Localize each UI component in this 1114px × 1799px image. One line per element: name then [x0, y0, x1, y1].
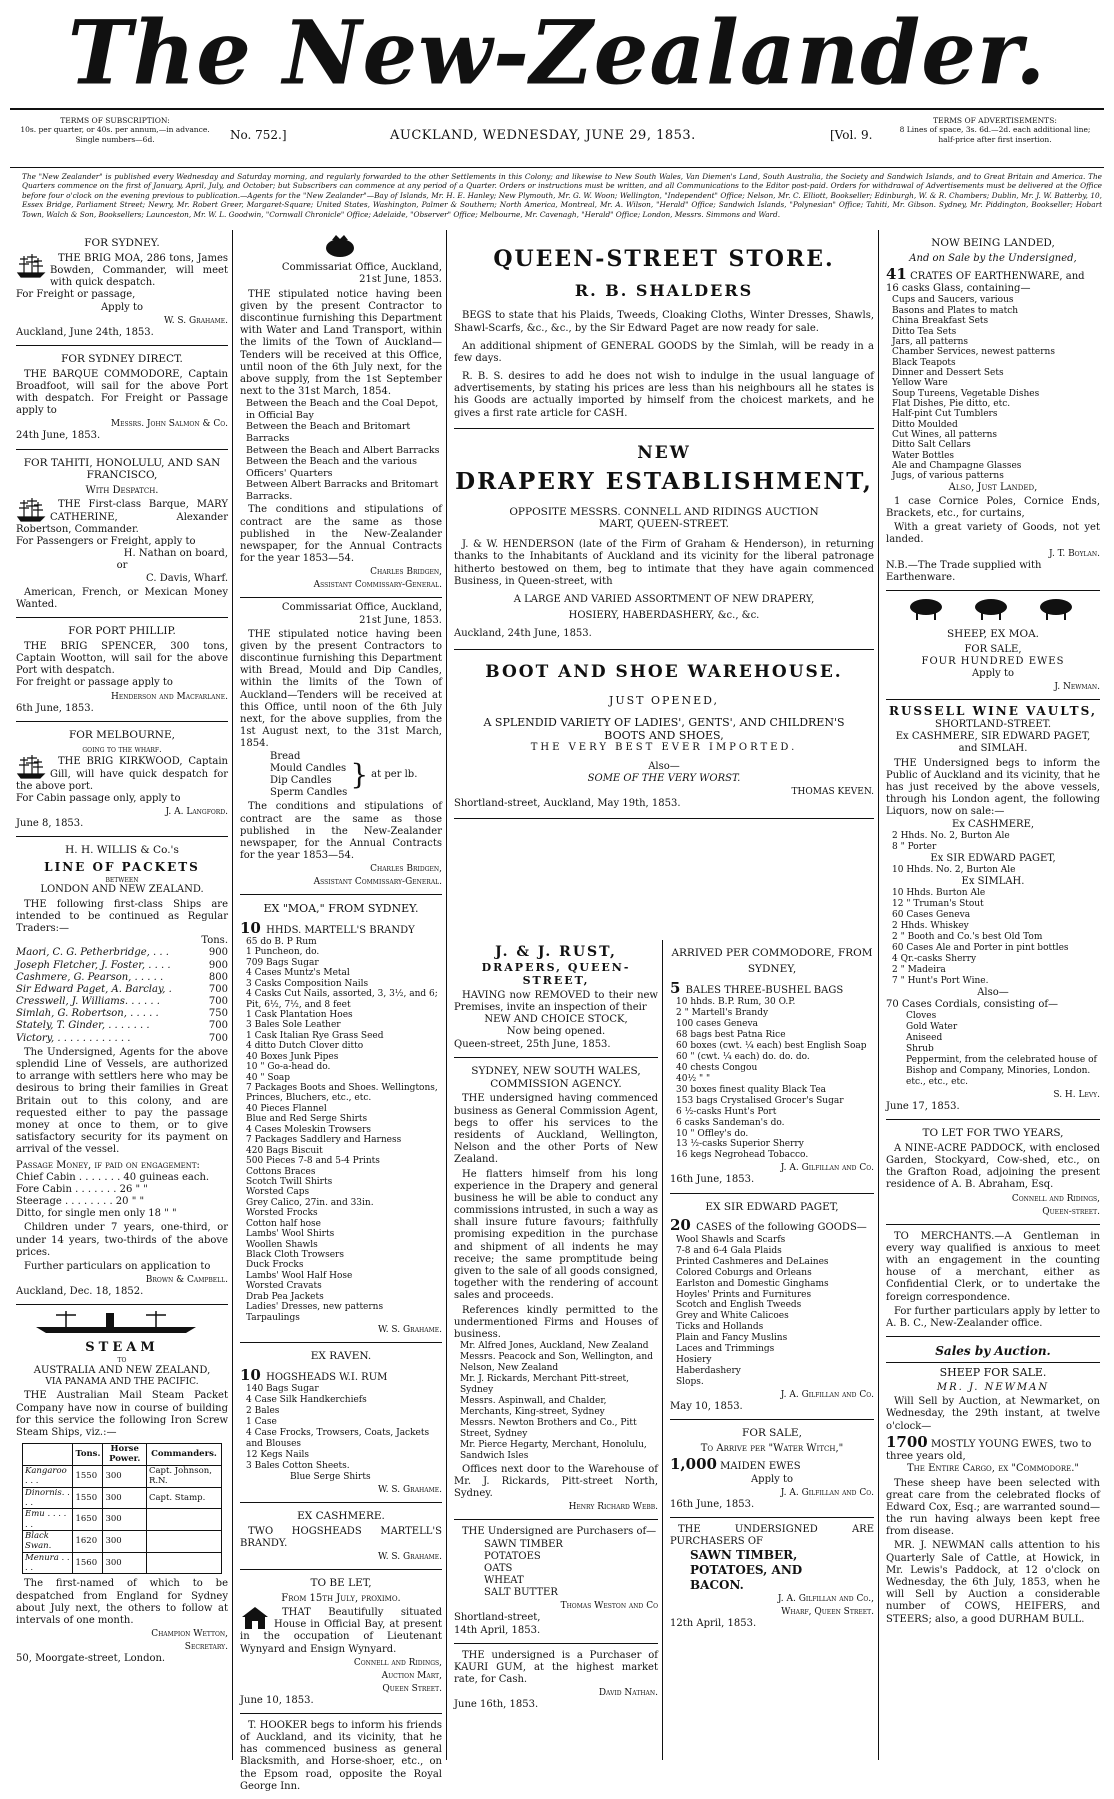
ship-name: Victory, . . . . . . . . . . . . — [16, 1032, 131, 1044]
list-item: 4 Case Frocks, Trowsers, Coats, Jackets and Blouses — [246, 1428, 430, 1449]
ship-icon — [16, 497, 46, 523]
ad-ex-cashmere: EX CASHMERE. TWO HOGSHEADS MARTELL'S BRANDY. W. S. Grahame. — [240, 1503, 442, 1570]
fare-row: Chief Cabin . . . . . . . 40 guineas each. — [16, 1171, 210, 1183]
list-item: Cloves — [906, 1011, 937, 1022]
ad-brig-moa: FOR SYDNEY. THE BRIG MOA, 286 tons, James Bowden, Commander, will meet with quick despatch. For Freight or passage, Apply to W. S. Grahame. Auckland, June 24th, 1853. — [16, 230, 228, 346]
house-icon — [240, 1605, 270, 1631]
list-item: 10 hhds. B.P. Rum, 30 O.P. — [676, 996, 796, 1007]
list-item: Worsted Caps — [246, 1187, 310, 1198]
ship-tons: 900 — [208, 947, 228, 959]
list-item: Woollen Shawls — [246, 1239, 318, 1250]
list-item: Ladies' Dresses, new patterns — [246, 1302, 384, 1313]
list-item: Bread — [270, 750, 301, 762]
column-2 — [236, 230, 446, 1792]
list-item: Half-pint Cut Tumblers — [892, 409, 998, 420]
list-item: POTATOES, AND — [690, 1563, 803, 1578]
list-item: Jars, all patterns — [892, 336, 969, 347]
list-item: 7 Packages Boots and Shoes. Wellingtons, Princes, Bluchers, etc., etc. — [246, 1083, 438, 1104]
list-item: Black Teapots — [892, 357, 956, 368]
list-item: Ale and Champagne Glasses — [892, 460, 1022, 471]
list-item: 40 " Soap — [246, 1072, 291, 1083]
list-item: 100 cases Geneva — [676, 1018, 758, 1029]
ad-hooker: T. HOOKER begs to inform his friends of Auckland, and its vicinity, that he has commenced business as general Blacksmith, and Horse-shoer, etc., on the Epsom road, opposite the Royal George Inn. — [240, 1719, 442, 1792]
list-item: 3 Bales Cotton Sheets. — [246, 1460, 350, 1471]
ship-row — [16, 1008, 228, 1020]
list-item: Between the Beach and the Coal Depot, in Official Bay — [246, 398, 439, 421]
list-item: Between Albert Barracks and Britomart Barracks. — [246, 479, 439, 502]
ship-tons: 700 — [208, 1020, 228, 1032]
list-item: 60 Cases Ale and Porter in pint bottles — [892, 942, 1069, 953]
list-item: 12 " Truman's Stout — [892, 899, 984, 910]
goods-list — [886, 295, 1100, 481]
ship-name: Joseph Fletcher, J. Foster, . . . . — [16, 959, 171, 971]
list-item: Aniseed — [906, 1033, 943, 1044]
publication-notice: The "New Zealander" is published every Wednesday and Saturday morning, and regularly forwarded to the other Settlements in this Colony; and likewise to New South Wales, Van Diemen's Land, South Australia, the Society and Sandwich Islands, and to Great Britain and America. The Quarters commence on the first of January, April, July, and October; but Subscribers can commence at any period of a Quarter. Orders or instructions must be written, and all Communications to the Editor post-paid. Orders for withdrawal of Advertisements must be delivered at the Office before four o'clock on the evening previous to publication.—Agents for the "New Zealander"—Bay of Islands, Mr. H. E. Hanley; New Plymouth, Mr. G. W. Woon; Wellington, "Independent" Office; Nelson, Mr. C. Elliott, Bookseller; Edinburgh, W. & R. Chambers; Dublin, Mr. J. W. Batterby, 10, Essex Bridge, Parliament Street; Newry, Mr. Robert Greer, Margaret-Square; United States, Washington, Palmer & Southern; North America, Montreal, Mr. A. Wilson, "Herald" Office; Sandwich Islands, "Polynesian" Office; Tahiti, Mr. Gibson. Sydney, Mr. Piddington, Bookseller; Hobart Town, Walch & Son, Booksellers; Launceston, Mr. W. L. Goodwin, "Cornwall Chronicle" Office; Adelaide, "Observer" Office; Melbourne, Mr. Cavenagh, "Herald" Office; London, Messrs. Simmons and Ward. — [22, 172, 1102, 219]
list-item: Yellow Ware — [892, 378, 948, 389]
ad-to-be-let: TO BE LET, From 15th July, proximo. THAT Beautifully situated House in Official Bay, at present in the occupation of Lieutenant Wynyard and Ensign Wynyard. Connell and Ridings, Auction Mart, Queen Street. June 10, 1853. — [240, 1570, 442, 1714]
list-item: 40 Pieces Flannel — [246, 1103, 327, 1114]
list-item: 60 boxes (cwt. ¼ each) best English Soap — [676, 1040, 867, 1051]
list-item: 7 Packages Saddlery and Harness — [246, 1135, 402, 1146]
list-item: BACON. — [690, 1577, 744, 1592]
list-item: Scotch Twill Shirts — [246, 1176, 333, 1187]
ad-commissariat-water: Commissariat Office, Auckland, 21st June, 1853. THE stipulated notice having been given by the present Contractor to discontinue furnishing this Department with Water and Land Transport, within the limits of the Town of Auckland—Tenders will be received at this Office, until noon of the 6th July next, for the above supply, from the 1st September next to the 31st March, 1854. Between the Beach and the Coal Depot, in Official Bay Between the Beach and Britomart Barracks Between the Beach and Albert Barracks Between the Beach and the various Officers' Quarters Between Albert Barracks and Britomart Barracks. The conditions and stipulations of contract are the same as those published in the New-Zealander newspaper, for the Annual Contracts for the year 1853—54. Charles Bridgen, Assistant Commissary-General. — [240, 230, 442, 598]
purchase-items — [454, 1539, 658, 1600]
list-item: 65 do B. P Rum — [246, 936, 317, 947]
table-cell: Dinornis. . . . — [23, 1487, 73, 1509]
list-item: SALT BUTTER — [484, 1587, 558, 1599]
list-item: Water Bottles — [892, 450, 955, 461]
list-item: Earlston and Domestic Ginghams — [676, 1278, 829, 1289]
list-item: Dip Candles — [270, 774, 332, 786]
list-item: Messrs. Newton Brothers and Co., Pitt Street, Sydney — [460, 1417, 637, 1439]
ad-earthenware: NOW BEING LANDED, And on Sale by the Undersigned, 41 CRATES OF EARTHENWARE, and 16 casks Glass, containing— Cups and Saucers, various Basons and Plates to match China Breakfast Sets Ditto Tea Sets Jars, all patterns Chamber Services, newest patterns Black Teapots Dinner and Dessert Sets Yellow Ware Soup Tureens, Vegetable Dishes Flat Dishes, Pie ditto, etc. Half-pint Cut Tumblers Ditto Moulded Cut Wines, all patterns Ditto Salt Cellars Water Bottles Ale and Champagne Glasses Jugs, of various patterns Also, Just Landed, 1 case Cornice Poles, Cornice Ends, Brackets, etc., for curtains, With a great variety of Goods, not yet landed. J. T. Boylan. N.B.—The Trade supplied with Earthenware. — [886, 230, 1100, 591]
ship-tons: 700 — [208, 983, 228, 995]
advertisement-terms: TERMS OF ADVERTISEMENTS: 8 Lines of space, 3s. 6d.—2d. each additional line; half-price after first insertion. — [899, 116, 1091, 144]
ad-boot-shoe: BOOT AND SHOE WAREHOUSE. JUST OPENED, A SPLENDID VARIETY OF LADIES', GENTS', AND CHILDREN'S BOOTS AND SHOES, THE VERY BEST EVER IMPORTED. Also— SOME OF THE VERY WORST. THOMAS KEVEN. Shortland-street, Auckland, May 19th, 1853. — [454, 650, 874, 820]
list-item: Wool Shawls and Scarfs — [676, 1234, 786, 1245]
table-row — [23, 1509, 222, 1531]
table-cell: 300 — [103, 1487, 147, 1509]
list-item: Cotton half hose — [246, 1218, 322, 1229]
ad-queen-street-store: QUEEN-STREET STORE. R. B. SHALDERS BEGS to state that his Plaids, Tweeds, Cloaking Cloths, Winter Dresses, Shawls, Shawl-Scarfs, &c., &c., by the Sir Edward Paget are now ready for sale. An additional shipment of GENERAL GOODS by the Simlah, will be ready in a few days. R. B. S. desires to add he does not wish to indulge in the usual language of advertisements, by stating his prices are less than his neighbours all he states is his Goods are actually imported by himself from the choicest markets, and he gives a first rate article for CASH. — [454, 230, 874, 429]
ad-russell-wine-vaults: RUSSELL WINE VAULTS, SHORTLAND-STREET. Ex CASHMERE, SIR EDWARD PAGET, and SIMLAH. THE Undersigned begs to inform the Public of Auckland and its vicinity, that he has just received by the above vessels, through his London agent, the following Liquors, now on sale:— Ex CASHMERE, 2 Hhds. No. 2, Burton Ale 8 " Porter Ex SIR EDWARD PAGET, 10 Hhds. No. 2, Burton Ale Ex SIMLAH. 10 Hhds. Burton Ale 12 " Truman's Stout 60 Cases Geneva 2 Hhds. Whiskey 2 " Booth and Co.'s best Old Tom 60 Cases Ale and Porter in pint bottles 4 Qr.-casks Sherry 2 " Madeira 7 " Hunt's Port Wine. Also— 70 Cases Cordials, consisting of— Cloves Gold Water Aniseed Shrub Peppermint, from the celebrated house of Bishop and Company, Minories, London. etc., etc., etc. S. H. Levy. June 17, 1853. — [886, 700, 1100, 1120]
list-item: Grey and White Calicoes — [676, 1311, 789, 1322]
ship-tons: 700 — [208, 1032, 228, 1044]
fare-row: Fore Cabin . . . . . . . 26 " " — [16, 1183, 148, 1195]
table-cell: 300 — [103, 1530, 147, 1552]
list-item: 153 bags Crystalised Grocer's Sugar — [676, 1095, 844, 1106]
list-item: 68 bags best Patna Rice — [676, 1029, 786, 1040]
list-item: Jugs, of various patterns — [892, 471, 1004, 482]
newspaper-title: The New-Zealander. — [67, 1, 1047, 105]
list-item: 4 Qr.-casks Sherry — [892, 953, 977, 964]
dateline: AUCKLAND, WEDNESDAY, JUNE 29, 1853. — [390, 128, 696, 143]
list-item: Drab Pea Jackets — [246, 1291, 324, 1302]
ad-mary-catherine: FOR TAHITI, HONOLULU, AND SAN FRANCISCO, With Despatch. THE First-class Barque, MARY CATHERINE, Alexander Robertson, Commander. For Passengers or Freight, apply to H. Nathan on board, or C. Davis, Wharf. American, French, or Mexican Money Wanted. — [16, 450, 228, 618]
list-item: Cottons Braces — [246, 1166, 316, 1177]
list-item: 1 Case — [246, 1417, 277, 1428]
list-item: 2 " Booth and Co.'s best Old Tom — [892, 931, 1043, 942]
list-item: Ticks and Hollands — [676, 1322, 764, 1333]
column-rule — [662, 940, 663, 1760]
table-cell: Capt. Johnson, R.N. — [146, 1465, 221, 1487]
table-cell: Menura . . . . — [23, 1552, 73, 1574]
ad-barque-commodore: FOR SYDNEY DIRECT. THE BARQUE COMMODORE, Captain Broadfoot, will sail for the above Port with despatch. For Freight or Passage apply to Messrs. John Salmon & Co. 24th June, 1853. — [16, 346, 228, 450]
goods-list — [670, 997, 874, 1162]
list-item: 30 boxes finest quality Black Tea — [676, 1084, 827, 1095]
list-item: 4 Cases Moleskin Trowsers — [246, 1124, 372, 1135]
list-item: Flat Dishes, Pie ditto, etc. — [892, 398, 1011, 409]
liquor-list — [886, 831, 1100, 853]
list-item: Soup Tureens, Vegetable Dishes — [892, 388, 1040, 399]
list-item: Laces and Trimmings — [676, 1344, 775, 1355]
ship-name: Cashmere, G. Pearson, . . . . . — [16, 971, 164, 983]
list-item: Shrub — [906, 1044, 934, 1055]
list-item: Plain and Fancy Muslins — [676, 1333, 788, 1344]
table-cell: 1550 — [73, 1487, 103, 1509]
list-item: Messrs. Peacock and Son, Wellington, and Nelson, New Zealand — [460, 1352, 653, 1374]
list-item: 500 Pieces 7-8 and 5-4 Prints — [246, 1156, 380, 1167]
ad-kauri-gum: THE undersigned is a Purchaser of KAURI GUM, at the highest market rate, for Cash. David Nathan. June 16th, 1853. — [454, 1649, 658, 1711]
ad-weston-purchasers: THE Undersigned are Purchasers of— SAWN TIMBER POTATOES OATS WHEAT SALT BUTTER Thomas Weston and Co Shortland-street, 14th April, 1853. — [454, 1520, 658, 1643]
ad-steam: STEAM to AUSTRALIA AND NEW ZEALAND, VIA PANAMA AND THE PACIFIC. THE Australian Mail Steam Packet Company have now in course of building for this service the following Iron Screw Steam Ships, viz.:— Tons. Horse Power. Commanders. Kangaroo . . . 1550 300 Capt. Johnson, R.N. Dinornis. . . . 1550 300 Capt. Stamp. Emu . . . . . . 1650 300 Black Swan. 1620 300 Menura . . . . 1560 300 The first-named of which to be despatched from England for Sydney about July next, the others to follow at intervals of one month. Champion Wetton, Secretary. 50, Moorgate-street, London. — [16, 1305, 228, 1671]
list-item: 60 " (cwt. ¼ each) do. do. do. — [676, 1051, 810, 1062]
fare-row: Steerage . . . . . . . . 20 " " — [16, 1196, 145, 1208]
list-item: 2 " Madeira — [892, 964, 946, 975]
column-3a — [450, 940, 662, 1760]
list-item: Mr. Alfred Jones, Auckland, New Zealand — [460, 1341, 649, 1352]
table-row — [23, 1552, 222, 1574]
ad-ex-raven: EX RAVEN. 10 HOGSHEADS W.I. RUM 140 Bags Sugar 4 Case Silk Handkerchiefs 2 Bales 1 Case 4 Case Frocks, Trowsers, Coats, Jackets and Blouses 12 Kegs Nails 3 Bales Cotton Sheets. Blue Serge Shirts W. S. Grahame. — [240, 1343, 442, 1503]
ad-to-merchants: TO MERCHANTS.—A Gentleman in every way qualified is anxious to meet with an engagement in the counting house of a merchant, either as Confidential Clerk, or to undertake the foreign correspondence. For further particulars apply by letter to A. B. C., New-Zealander office. — [886, 1225, 1100, 1338]
ship-name: Sir Edward Paget, A. Barclay, . — [16, 983, 172, 995]
reference-list — [454, 1341, 658, 1462]
header-strip — [10, 108, 1104, 168]
list-item: Lambs' Wool Half Hose — [246, 1270, 353, 1281]
masthead — [0, 0, 1114, 108]
table-cell: 1560 — [73, 1552, 103, 1574]
list-item: 420 Bags Biscuit — [246, 1145, 323, 1156]
table-cell: Capt. Stamp. — [146, 1487, 221, 1509]
ship-tons: 750 — [208, 1008, 228, 1020]
list-item: 4 Cases Muntz's Metal — [246, 968, 350, 979]
list-item: 10 " Offley's do. — [676, 1128, 749, 1139]
fare-row: Ditto, for single men only 18 " " — [16, 1208, 177, 1220]
list-item: 8 " Porter — [892, 841, 937, 852]
table-cell: 300 — [103, 1465, 147, 1487]
ship-row — [16, 984, 228, 996]
goods-list — [240, 937, 442, 1323]
list-item: 40 Boxes Junk Pipes — [246, 1051, 339, 1062]
table-row — [23, 1465, 222, 1487]
steamship-table: Tons. Horse Power. Commanders. Kangaroo . . . 1550 300 Capt. Johnson, R.N. Dinornis. . . . 1550 300 Capt. Stamp. Emu . . . . . . 1650 300 Black Swan. 1620 300 Menura . . . . 1560 300 — [22, 1443, 222, 1574]
list-item: 40 chests Congou — [676, 1062, 758, 1073]
ad-to-let-paddock: TO LET FOR TWO YEARS, A NINE-ACRE PADDOCK, with enclosed Garden, Stockyard, Cow-shed, etc., on the Grafton Road, adjoining the present residence of A. B. Abraham, Esq. Connell and Ridings, Queen-street. — [886, 1120, 1100, 1224]
royal-arms-icon — [240, 234, 440, 258]
list-item: Scotch and English Tweeds — [676, 1300, 802, 1311]
fare-list — [16, 1172, 228, 1221]
steamship-icon — [16, 1309, 216, 1335]
list-item: 60 Cases Geneva — [892, 909, 971, 920]
cordial-list — [886, 1011, 1100, 1088]
list-item: Grey Calico, 27in. and 33in. — [246, 1197, 374, 1208]
list-item: Sperm Candles — [270, 787, 348, 799]
list-item: Blue and Red Serge Shirts — [246, 1114, 368, 1125]
list-item: Dinner and Dessert Sets — [892, 367, 1004, 378]
ship-row — [16, 1020, 228, 1032]
ship-row — [16, 960, 228, 972]
list-item: Mr. J. Rickards, Merchant Pitt-street, Sydney — [460, 1374, 629, 1396]
list-item: 3 Bales Sole Leather — [246, 1020, 341, 1031]
ship-tons: 700 — [208, 996, 228, 1008]
list-item: 2 " Martell's Brandy — [676, 1007, 769, 1018]
list-item: 1 Cask Plantation Hoes — [246, 1009, 353, 1020]
table-cell: 300 — [103, 1552, 147, 1574]
ad-sydney-commission: SYDNEY, NEW SOUTH WALES, COMMISSION AGENCY. THE undersigned having commenced business as General Commission Agent, begs to offer his services to the residents of Auckland, Wellington, Nelson and the other Ports of New Zealand. He flatters himself from his long experience in the Drapery and general business he will be able to conduct any commissions intrusted, in such a way as shall insure future favours; faithfully promising expedition in the purchase and shipment of all indents he may receive; the same promptitude being given to the sale of all goods consigned, together with the rendering of account sales and proceeds. References kindly permitted to the undermentioned Firms and Houses of business. Mr. Alfred Jones, Auckland, New Zealand Messrs. Peacock and Son, Wellington, and Nelson, New Zealand Mr. J. Rickards, Merchant Pitt-street, Sydney Messrs. Aspinwall, and Chalder, Merchants, King-street, Sydney Messrs. Newton Brothers and Co., Pitt Street, Sydney Mr. Pierce Hegarty, Merchant, Honolulu, Sandwich Isles Offices next door to the Warehouse of Mr. J. Rickards, Pitt-street North, Sydney. Henry Richard Webb. — [454, 1058, 658, 1521]
list-item: 10 " Go-a-head do. — [246, 1062, 331, 1073]
list-item: Gold Water — [906, 1022, 958, 1033]
liquor-list — [886, 865, 1100, 876]
table-cell — [146, 1530, 221, 1552]
list-item: 7-8 and 6-4 Gala Plaids — [676, 1245, 782, 1256]
list-item: Mr. Pierce Hegarty, Merchant, Honolulu, Sandwich Isles — [460, 1439, 647, 1461]
issue-number: No. 752.] — [230, 128, 287, 142]
column-rule — [232, 230, 233, 1760]
list-item: 2 Hhds. Whiskey — [892, 920, 969, 931]
ad-ex-moa: EX "MOA," FROM SYDNEY. 10 HHDS. MARTELL'S BRANDY 65 do B. P Rum 1 Puncheon, do. 709 Bags Sugar 4 Cases Muntz's Metal 3 Casks Composition Nails 4 Casks Cut Nails, assorted, 3, 3½, and 6; Pit, 6½, 7½, and 8 feet 1 Cask Plantation Hoes 3 Bales Sole Leather 1 Cask Italian Rye Grass Seed 4 ditto Dutch Clover ditto 40 Boxes Junk Pipes 10 " Go-a-head do. 40 " Soap 7 Packages Boots and Shoes. Wellingtons, Princes, Bluchers, etc., etc. 40 Pieces Flannel Blue and Red Serge Shirts 4 Cases Moleskin Trowsers 7 Packages Saddlery and Harness 420 Bags Biscuit 500 Pieces 7-8 and 5-4 Prints Cottons Braces Scotch Twill Shirts Worsted Caps Grey Calico, 27in. and 33in. Worsted Frocks Cotton half hose Lambs' Wool Shirts Woollen Shawls Black Cloth Trowsers Duck Frocks Lambs' Wool Half Hose Worsted Cravats Drab Pea Jackets Ladies' Dresses, new patterns Tarpaulings W. S. Grahame. — [240, 895, 442, 1343]
list-item: 3 Casks Composition Nails — [246, 978, 369, 989]
column-4 — [882, 230, 1104, 1760]
ship-row — [16, 996, 228, 1008]
list-item: 1 Cask Italian Rye Grass Seed — [246, 1030, 384, 1041]
list-item: 6 casks Sandeman's do. — [676, 1117, 785, 1128]
ship-name: Stately, T. Ginder, . . . . . . . — [16, 1020, 150, 1032]
ship-icon — [16, 253, 46, 279]
list-item: Tarpaulings — [246, 1312, 300, 1323]
table-cell: 1550 — [73, 1465, 103, 1487]
list-item: Between the Beach and Albert Barracks — [246, 444, 440, 456]
list-item: Haberdashery — [676, 1366, 741, 1377]
ad-timber-purchasers: THE UNDERSIGNED ARE PURCHASERS OF SAWN TIMBER, POTATOES, AND BACON. J. A. Gilfillan and Co., Wharf, Queen Street. 12th April, 1853. — [670, 1524, 874, 1630]
purchase-items — [670, 1548, 874, 1592]
bread-items — [270, 751, 347, 800]
list-item: Hoyles' Prints and Furnitures — [676, 1289, 812, 1300]
list-item: Worsted Frocks — [246, 1208, 318, 1219]
column-rule — [446, 230, 447, 1760]
list-item: 4 Casks Cut Nails, assorted, 3, 3½, and 6; Pit, 6½, 7½, and 8 feet — [246, 989, 438, 1010]
list-item: 40½ " " — [676, 1073, 711, 1084]
goods-list — [670, 1235, 874, 1389]
list-item: 10 Hhds. Burton Ale — [892, 888, 986, 899]
table-cell: 300 — [103, 1509, 147, 1531]
list-item: Peppermint, from the celebrated house of Bishop and Company, Minories, London. — [906, 1055, 1097, 1076]
list-item: 16 kegs Negrohead Tobacco. — [676, 1150, 809, 1161]
table-cell — [146, 1552, 221, 1574]
list-item: Basons and Plates to match — [892, 305, 1019, 316]
list-item: OATS — [484, 1562, 513, 1574]
list-item: Cut Wines, all patterns — [892, 429, 997, 440]
ship-tons: 800 — [208, 971, 228, 983]
ship-row — [16, 1033, 228, 1045]
list-item: WHEAT — [484, 1575, 524, 1587]
table-cell: 1650 — [73, 1509, 103, 1531]
route-list — [240, 398, 442, 502]
list-item: Between the Beach and the various Officers' Quarters — [246, 456, 418, 479]
table-cell — [146, 1509, 221, 1531]
column-1 — [12, 230, 232, 1760]
list-item: Mould Candles — [270, 762, 347, 774]
list-item: POTATOES — [484, 1550, 541, 1562]
list-item: SAWN TIMBER, — [690, 1548, 798, 1563]
list-item: Printed Cashmeres and DeLaines — [676, 1256, 829, 1267]
list-item: Cups and Saucers, various — [892, 295, 1014, 306]
list-item: Black Cloth Trowsers — [246, 1250, 344, 1261]
volume-number: [Vol. 9. — [830, 128, 873, 142]
list-item: 140 Bags Sugar — [246, 1384, 319, 1395]
list-item: 13 ½-casks Superior Sherry — [676, 1139, 804, 1150]
list-item: 709 Bags Sugar — [246, 957, 319, 968]
list-item: China Breakfast Sets — [892, 316, 989, 327]
list-item: Ditto Moulded — [892, 419, 958, 430]
list-item: Hosiery — [676, 1355, 712, 1366]
ad-sheep-ex-moa: SHEEP, EX MOA. FOR SALE, FOUR HUNDRED EWES Apply to J. Newman. — [886, 591, 1100, 701]
ad-ex-sir-edward-paget: EX SIR EDWARD PAGET, 20 CASES of the following GOODS— Wool Shawls and Scarfs 7-8 and 6-4 Gala Plaids Printed Cashmeres and DeLaines Colored Coburgs and Orleans Earlston and Domestic Ginghams Hoyles' Prints and Furnitures Scotch and English Tweeds Grey and White Calicoes Ticks and Hollands Plain and Fancy Muslins Laces and Trimmings Hosiery Haberdashery Slops. J. A. Gilfillan and Co. May 10, 1853. — [670, 1194, 874, 1421]
list-item: 2 Bales — [246, 1406, 280, 1417]
list-item: Messrs. Aspinwall, and Chalder, Merchants, King-street, Sydney — [460, 1396, 607, 1417]
ad-brig-kirkwood: FOR MELBOURNE, going to the wharf. THE BRIG KIRKWOOD, Captain Gill, will have quick despatch for the above port. For Cabin passage only, apply to J. A. Langford. June 8, 1853. — [16, 722, 228, 837]
ad-line-of-packets: H. H. WILLIS & Co.'s LINE OF PACKETS between LONDON AND NEW ZEALAND. THE following first-class Ships are intended to be continued as Regular Traders:— Tons. Maori, C. G. Petherbridge, . . . 900 Joseph Fletcher, J. Foster, . . . . 900 Cashmere, G. Pearson, . . . . . 800 Sir Edward Paget, A. Barclay, . 700 Cresswell, J. Williams. . . . . . 700 Simlah, G. Robertson, . . . . . 750 Stately, T. Ginder, . . . . . . . 700 Victory, . . . . . . . . . . . . 700 The Undersigned, Agents for the above splendid Line of Vessels, are authorized to arrange with settlers here who may be desirous to bring their families in Great Britain out to this colony, and are requested either to pay the passage money at once to them, or to give satisfactory security for its payment on arrival of the vessel. Passage Money, if paid on engagement: Chief Cabin . . . . . . . 40 guineas each. Fore Cabin . . . . . . . 26 " " Steerage . . . . . . . . 20 " " Ditto, for single men only 18 " " Children under 7 years, one-third, or under 14 years, two-thirds of the above prices. Further particulars on application to Brown & Campbell. Auckland, Dec. 18, 1852. — [16, 837, 228, 1305]
ad-sales-by-auction: Sales by Auction. SHEEP FOR SALE. MR. J. NEWMAN Will Sell by Auction, at Newmarket, on Wednesday, the 29th instant, at twelve o'clock— 1700 MOSTLY YOUNG EWES, two to three years old, The Entire Cargo, ex "Commodore." These sheep have been selected with great care from the celebrated flocks of Edward Cox, Esq.; are warranted sound—the run having always been kept free from disease. MR. J. NEWMAN calls attention to his Quarterly Sale of Cattle, at Howick, in Mr. Lewis's Paddock, at 12 o'clock on Wednesday, the 6th July, 1853, when he will Sell by Auction a considerable number of COWS, HEIFERS, and STEERS; also, a good DURHAM BULL. — [886, 1344, 1100, 1625]
ship-icon — [16, 754, 46, 780]
list-item: Slops. — [676, 1377, 704, 1388]
list-item: 1 Puncheon, do. — [246, 947, 320, 958]
list-item: 10 Hhds. No. 2, Burton Ale — [892, 864, 1016, 875]
list-item: 2 Hhds. No. 2, Burton Ale — [892, 830, 1010, 841]
list-item: 7 " Hunt's Port Wine. — [892, 975, 989, 986]
list-item: Ditto Salt Cellars — [892, 440, 971, 451]
ship-row — [16, 972, 228, 984]
sheep-icon — [886, 595, 1096, 621]
list-item: 4 Case Silk Handkerchiefs — [246, 1395, 367, 1406]
ship-tons: 900 — [208, 959, 228, 971]
ad-brig-spencer: FOR PORT PHILLIP. THE BRIG SPENCER, 300 tons, Captain Wootton, will sail for the above Port with despatch. For freight or passage apply to Henderson and Macfarlane. 6th June, 1853. — [16, 618, 228, 722]
column-3b — [666, 940, 878, 1760]
ad-rust-drapers: J. & J. RUST, DRAPERS, QUEEN-STREET, HAVING now REMOVED to their new Premises, invite an inspection of their NEW AND CHOICE STOCK, Now being opened. Queen-street, 25th June, 1853. — [454, 940, 658, 1058]
liquor-list — [886, 888, 1100, 987]
table-cell: 1620 — [73, 1530, 103, 1552]
ship-name: Maori, C. G. Petherbridge, . . . — [16, 947, 169, 959]
ad-maiden-ewes: FOR SALE, To Arrive per "Water Witch," 1,000 MAIDEN EWES Apply to J. A. Gilfillan and Co. 16th June, 1853. — [670, 1420, 874, 1518]
list-item: Worsted Cravats — [246, 1281, 322, 1292]
ship-list — [16, 947, 228, 1045]
ship-name: Simlah, G. Robertson, . . . . . — [16, 1008, 159, 1020]
list-item: Ditto Tea Sets — [892, 326, 957, 337]
table-cell: Kangaroo . . . — [23, 1465, 73, 1487]
list-item: SAWN TIMBER — [484, 1538, 563, 1550]
goods-list — [240, 1384, 442, 1472]
table-row — [23, 1530, 222, 1552]
table-cell: Emu . . . . . . — [23, 1509, 73, 1531]
subscription-terms: TERMS OF SUBSCRIPTION: 10s. per quarter, or 40s. per annum,—in advance. Single numbers—6d. — [20, 116, 210, 144]
list-item: Between the Beach and Britomart Barracks — [246, 421, 411, 444]
ad-commissariat-bread: Commissariat Office, Auckland, 21st June, 1853. THE stipulated notice having been given by the present Contractors to discontinue furnishing this Department with Bread, Mould and Dip Candles, within the limits of the Town of Auckland—Tenders will be received at this Office, until noon of the 6th July next, for the above supplies, from the 1st August next, to the 31st March, 1854. Bread Mould Candles Dip Candles Sperm Candles } at per lb. The conditions and stipulations of contract are the same as those published in the New-Zealander newspaper, for the Annual Contracts for the year 1853—54. Charles Bridgen, Assistant Commissary-General. — [240, 598, 442, 895]
list-item: Colored Coburgs and Orleans — [676, 1267, 812, 1278]
ship-name: Cresswell, J. Williams. . . . . . — [16, 996, 160, 1008]
list-item: 4 ditto Dutch Clover ditto — [246, 1041, 364, 1052]
list-item: Duck Frocks — [246, 1260, 304, 1271]
list-item: 6 ½-casks Hunt's Port — [676, 1106, 777, 1117]
list-item: 12 Kegs Nails — [246, 1449, 309, 1460]
column-rule — [878, 230, 879, 1760]
ship-row — [16, 947, 228, 959]
table-row — [23, 1487, 222, 1509]
list-item: etc., etc., etc. — [906, 1076, 968, 1087]
table-cell: Black Swan. — [23, 1530, 73, 1552]
ad-per-commodore: ARRIVED PER COMMODORE, FROM SYDNEY, 5 BALES THREE-BUSHEL BAGS 10 hhds. B.P. Rum, 30 O.P. 2 " Martell's Brandy 100 cases Geneva 68 bags best Patna Rice 60 boxes (cwt. ¼ each) best English Soap 60 " (cwt. ¼ each) do. do. do. 40 chests Congou 40½ " " 30 boxes finest quality Black Tea 153 bags Crystalised Grocer's Sugar 6 ½-casks Hunt's Port 6 casks Sandeman's do. 10 " Offley's do. 13 ½-casks Superior Sherry 16 kegs Negrohead Tobacco. J. A. Gilfillan and Co. 16th June, 1853. — [670, 940, 874, 1194]
ad-drapery: NEW DRAPERY ESTABLISHMENT, OPPOSITE MESSRS. CONNELL AND RIDINGS AUCTION MART, QUEEN-STREET. J. & W. HENDERSON (late of the Firm of Graham & Henderson), in returning thanks to the Inhabitants of Auckland and its vicinity for the liberal patronage hitherto bestowed on them, beg to intimate that they have again commenced Business, in Queen-street, with A LARGE AND VARIED ASSORTMENT OF NEW DRAPERY, HOSIERY, HABERDASHERY, &c., &c. Auckland, 24th June, 1853. — [454, 429, 874, 650]
list-item: Chamber Services, newest patterns — [892, 347, 1055, 358]
list-item: Lambs' Wool Shirts — [246, 1229, 335, 1240]
